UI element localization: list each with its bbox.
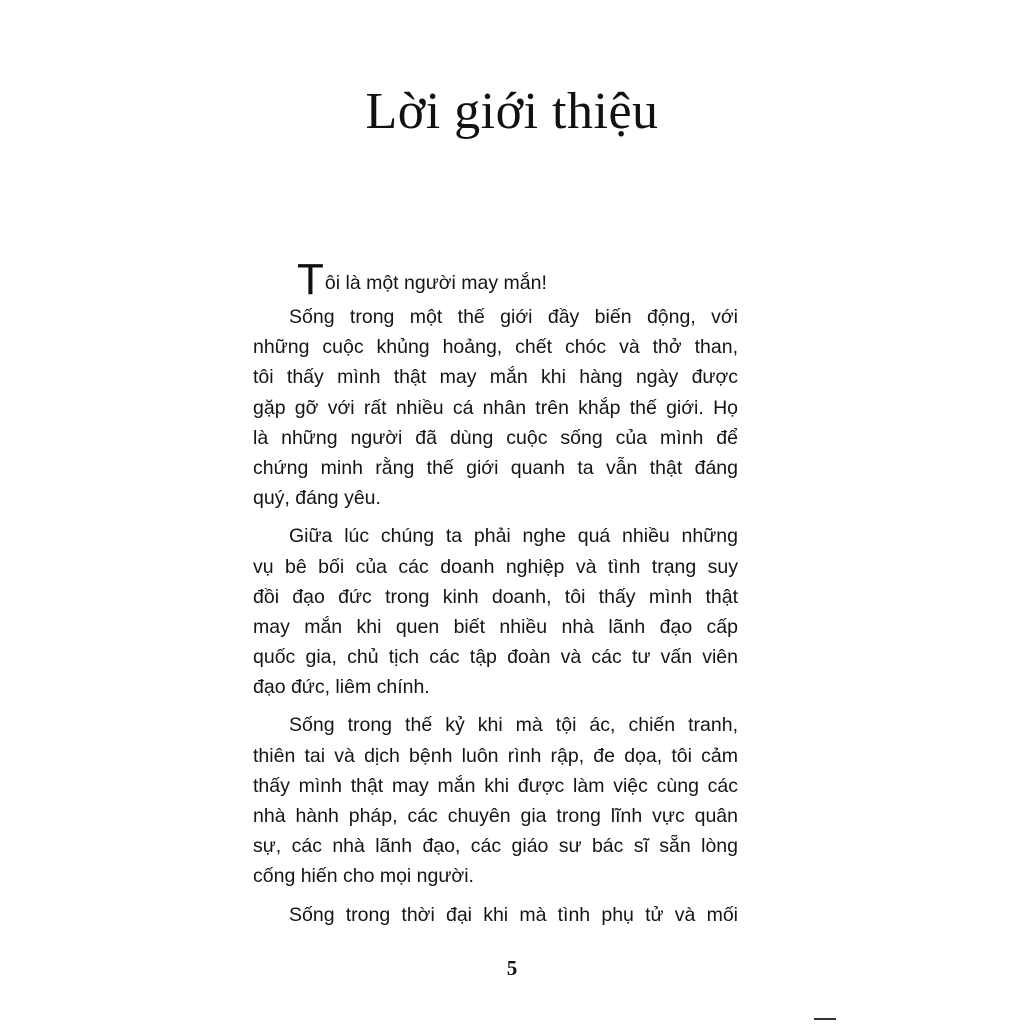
opening-line-text: ôi là một người may mắn!	[324, 272, 547, 294]
text-line: quốc gia, chủ tịch các tập đoàn và các tư vấn viên	[253, 646, 738, 669]
text-line: là những người đã dùng cuộc sống của mình để	[253, 426, 738, 449]
page-title: Lời giới thiệu	[365, 83, 659, 140]
paragraph-1	[253, 302, 738, 513]
text-line: thấy mình thật may mắn khi được làm việc cùng các	[253, 774, 738, 797]
text-line: đồi đạo đức trong kinh doanh, tôi thấy mình thật	[253, 585, 738, 608]
text-line: tôi thấy mình thật may mắn khi hàng ngày được	[253, 366, 738, 389]
text-line: gặp gỡ với rất nhiều cá nhân trên khắp thế giới. Họ	[253, 396, 738, 419]
opening-line	[253, 255, 738, 304]
text-line: vụ bê bối của các doanh nghiệp và tình trạng suy	[253, 555, 738, 578]
text-line: quý, đáng yêu.	[253, 487, 381, 510]
text-line: thiên tai và dịch bệnh luôn rình rập, đe dọa, tôi cảm	[253, 744, 738, 767]
text-line: Sống trong một thế giới đầy biến động, với	[289, 306, 738, 328]
scan-edge-mark	[814, 1018, 836, 1020]
paragraph-2	[253, 521, 738, 702]
text-line: những cuộc khủng hoảng, chết chóc và thở than,	[253, 336, 738, 359]
body-text	[253, 255, 738, 930]
paragraph-4	[253, 900, 738, 930]
paragraph-3	[253, 710, 738, 891]
text-line: Sống trong thế kỷ khi mà tội ác, chiến tranh,	[289, 714, 738, 737]
text-line: Sống trong thời đại khi mà tình phụ tử và mối	[289, 903, 738, 926]
text-line: may mắn khi quen biết nhiều nhà lãnh đạo cấp	[253, 615, 738, 638]
text-line: sự, các nhà lãnh đạo, các giáo sư bác sĩ sẵn lòng	[253, 835, 738, 858]
text-line: cống hiến cho mọi người.	[253, 865, 474, 888]
page-number: 5	[506, 956, 518, 980]
text-line: nhà hành pháp, các chuyên gia trong lĩnh vực quân	[253, 805, 738, 827]
text-line: chứng minh rằng thế giới quanh ta vẫn thật đáng	[253, 456, 738, 479]
drop-cap: T	[297, 255, 324, 304]
text-line: Giữa lúc chúng ta phải nghe quá nhiều những	[289, 525, 738, 548]
text-line: đạo đức, liêm chính.	[253, 676, 430, 699]
